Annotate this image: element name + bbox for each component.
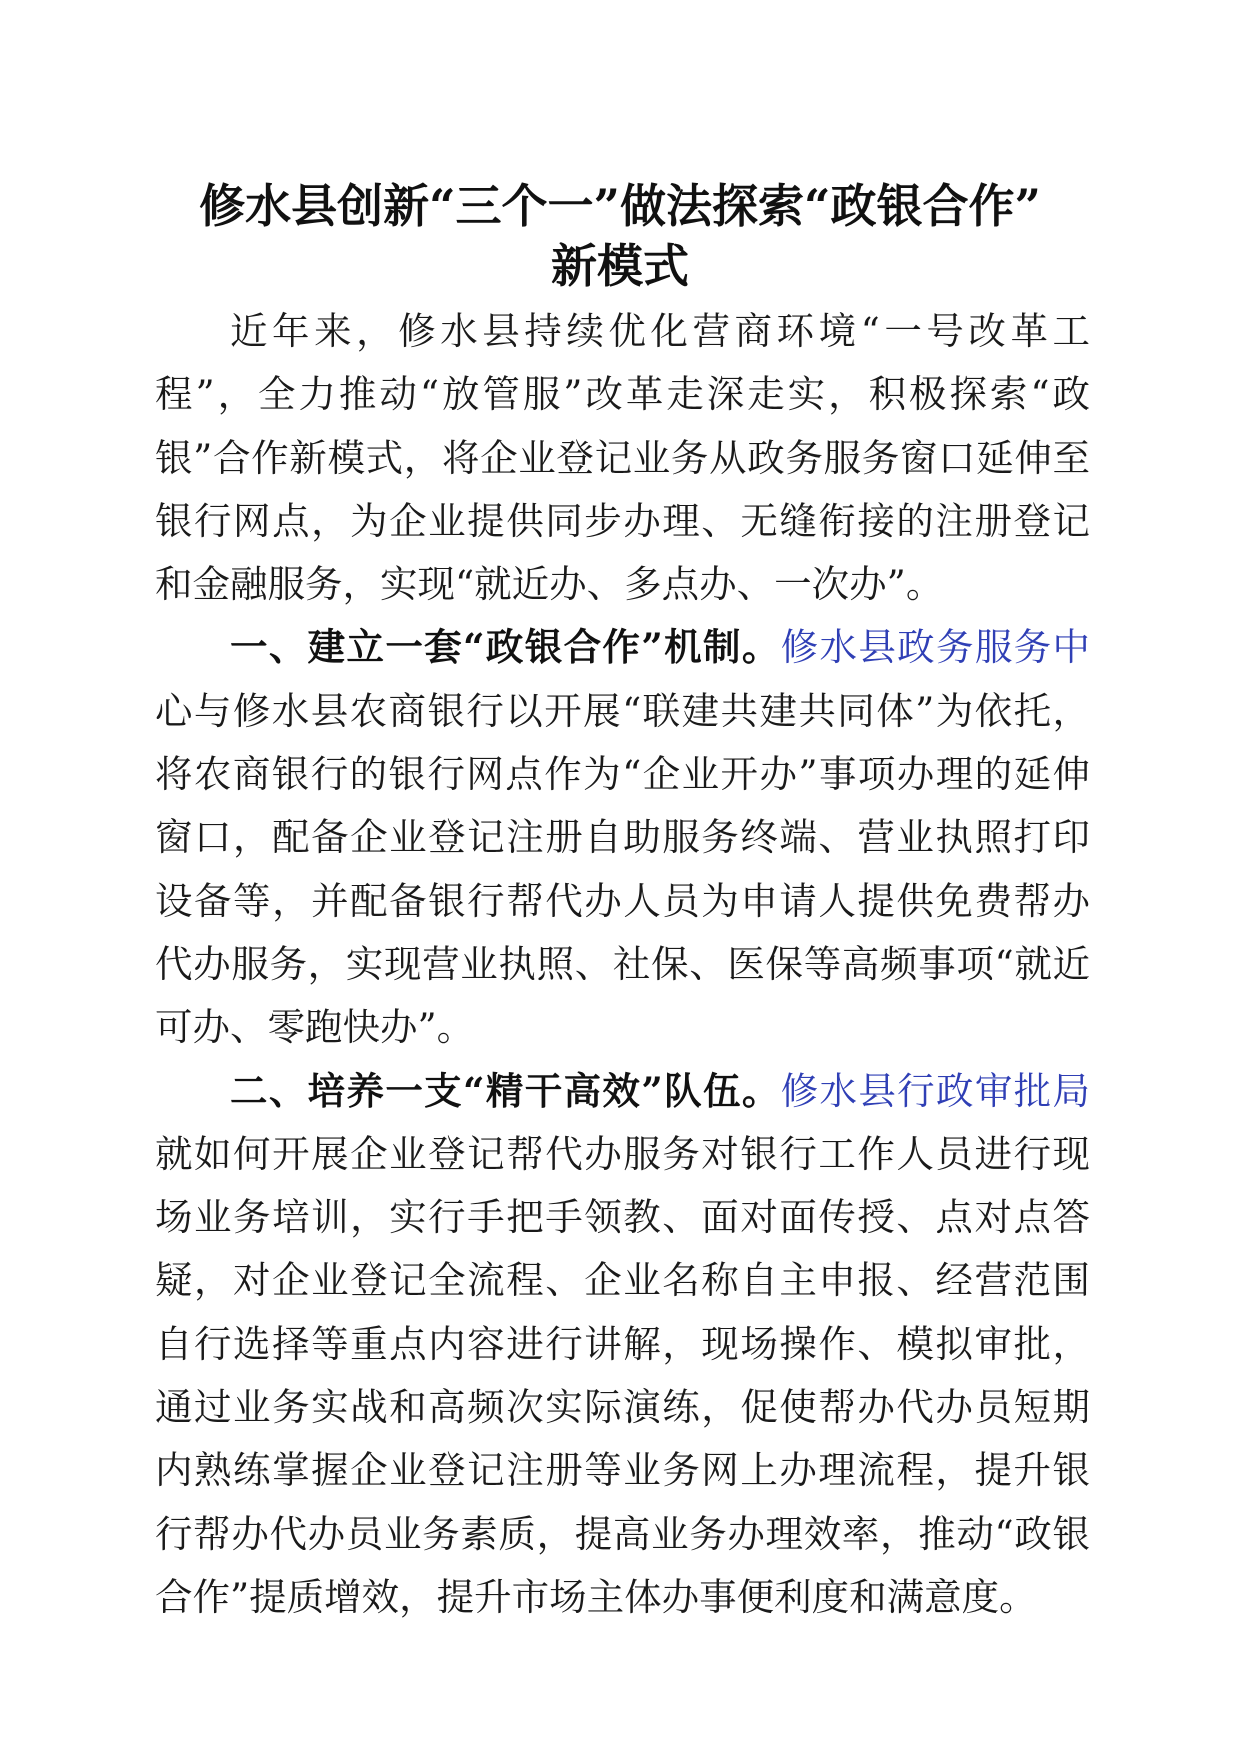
document-title-line1: 修水县创新“三个一”做法探索“政银合作” bbox=[199, 179, 1041, 233]
section2-paragraph bbox=[155, 1060, 1090, 1630]
section1-link[interactable]: 修水县政务服务中 bbox=[780, 625, 1090, 670]
section2-body: 就如何开展企业登记帮代办服务对银行工作人员进行现场业务培训，实行手把手领教、面对面传授、点对点答疑，对企业登记全流程、企业名称自主申报、经营范围自行选择等重点内容进行讲解，现场操作、模拟审批，通过业务实战和高频次实际演练，促使帮办代办员短期内熟练掌握企业登记注册等业务网上办理流程，提升银行帮办代办员业务素质，提高业务办理效率，推动“政银合作”提质增效，提升市场主体办事便利度和满意度。 bbox=[155, 1131, 1090, 1619]
intro-paragraph: 近年来，修水县持续优化营商环境“一号改革工程”，全力推动“放管服”改革走深走实，积极探索“政银”合作新模式，将企业登记业务从政务服务窗口延伸至银行网点，为企业提供同步办理、无缝衔接的注册登记和金融服务，实现“就近办、多点办、一次办”。 bbox=[155, 309, 1090, 607]
section2-link[interactable]: 修水县行政审批局 bbox=[780, 1068, 1090, 1113]
section1-body: 心与修水县农商银行以开展“联建共建共同体”为依托，将农商银行的银行网点作为“企业开办”事项办理的延伸窗口，配备企业登记注册自助服务终端、营业执照打印设备等，并配备银行帮代办人员为申请人提供免费帮办代办服务，实现营业执照、社保、医保等高频事项“就近可办、零跑快办”。 bbox=[155, 688, 1090, 1050]
section2-heading: 二、培养一支“精干高效”队伍。 bbox=[230, 1068, 781, 1113]
section1-paragraph bbox=[155, 616, 1090, 1059]
document-title-line2: 新模式 bbox=[551, 239, 689, 293]
document-body bbox=[155, 300, 1090, 1629]
section1-heading: 一、建立一套“政银合作”机制。 bbox=[230, 625, 781, 670]
